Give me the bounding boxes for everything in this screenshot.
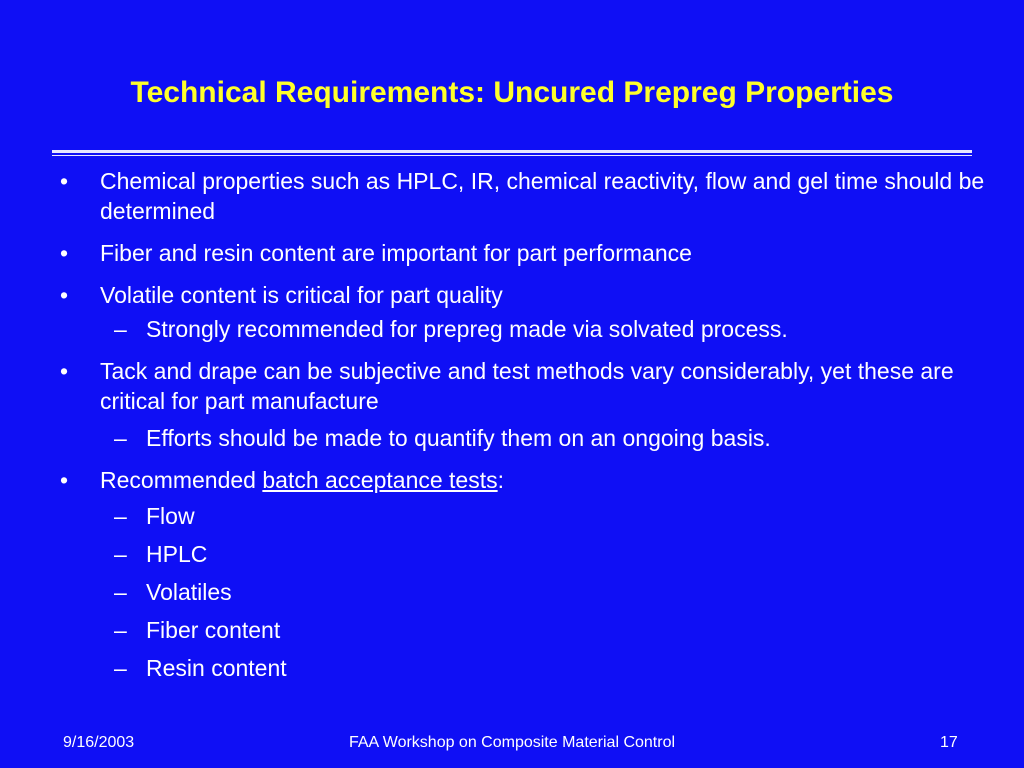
bullet-item bbox=[0, 238, 1024, 268]
bullet-item bbox=[0, 356, 1024, 416]
page-number: 17 bbox=[940, 734, 958, 751]
bullet-marker: • bbox=[60, 240, 69, 266]
bullet-item bbox=[0, 280, 1024, 310]
bullet-text: Tack and drape can be subjective and test methods vary considerably, yet these are critical for part manufacture bbox=[100, 358, 954, 414]
bullet-text: Chemical properties such as HPLC, IR, chemical reactivity, flow and gel time should be determined bbox=[100, 168, 985, 224]
sub-bullet-text: Fiber content bbox=[146, 617, 281, 643]
bullet-text-suffix: : bbox=[497, 467, 505, 493]
bullet-list bbox=[0, 166, 1024, 691]
title-rule-thick bbox=[52, 150, 972, 153]
bullet-text: Fiber and resin content are important for part performance bbox=[100, 240, 692, 266]
sub-bullet-text: Resin content bbox=[146, 655, 287, 681]
bullet-marker: • bbox=[60, 358, 69, 384]
sub-bullet-text: Flow bbox=[146, 503, 195, 529]
sub-bullet-text: HPLC bbox=[146, 541, 208, 567]
sub-bullet-text: Strongly recommended for prepreg made via solvated process. bbox=[146, 316, 788, 342]
sub-bullet-item bbox=[0, 423, 1024, 453]
footer-title: FAA Workshop on Composite Material Control bbox=[348, 734, 676, 751]
dash-marker: – bbox=[114, 655, 127, 681]
bullet-text: Recommended bbox=[100, 467, 263, 493]
sub-bullet-item bbox=[0, 314, 1024, 344]
dash-marker: – bbox=[114, 579, 127, 605]
dash-marker: – bbox=[114, 316, 127, 342]
dash-marker: – bbox=[114, 617, 127, 643]
bullet-item bbox=[0, 166, 1024, 226]
bullet-marker: • bbox=[60, 282, 69, 308]
slide-title: Technical Requirements: Uncured Prepreg Properties bbox=[130, 76, 894, 109]
sub-bullet-item bbox=[0, 615, 1024, 645]
sub-bullet-item bbox=[0, 653, 1024, 683]
sub-bullet-item bbox=[0, 577, 1024, 607]
sub-bullet-text: Efforts should be made to quantify them on an ongoing basis. bbox=[146, 425, 771, 451]
dash-marker: – bbox=[114, 541, 127, 567]
sub-bullet-text: Volatiles bbox=[146, 579, 232, 605]
bullet-text: Volatile content is critical for part quality bbox=[100, 282, 503, 308]
batch-acceptance-tests-link[interactable]: batch acceptance tests bbox=[262, 467, 498, 493]
bullet-item bbox=[0, 465, 1024, 495]
sub-bullet-item bbox=[0, 501, 1024, 531]
dash-marker: – bbox=[114, 503, 127, 529]
title-rule-thin bbox=[52, 155, 972, 156]
bullet-marker: • bbox=[60, 168, 69, 194]
sub-bullet-item bbox=[0, 539, 1024, 569]
dash-marker: – bbox=[114, 425, 127, 451]
footer-date: 9/16/2003 bbox=[63, 734, 135, 751]
bullet-marker: • bbox=[60, 467, 69, 493]
